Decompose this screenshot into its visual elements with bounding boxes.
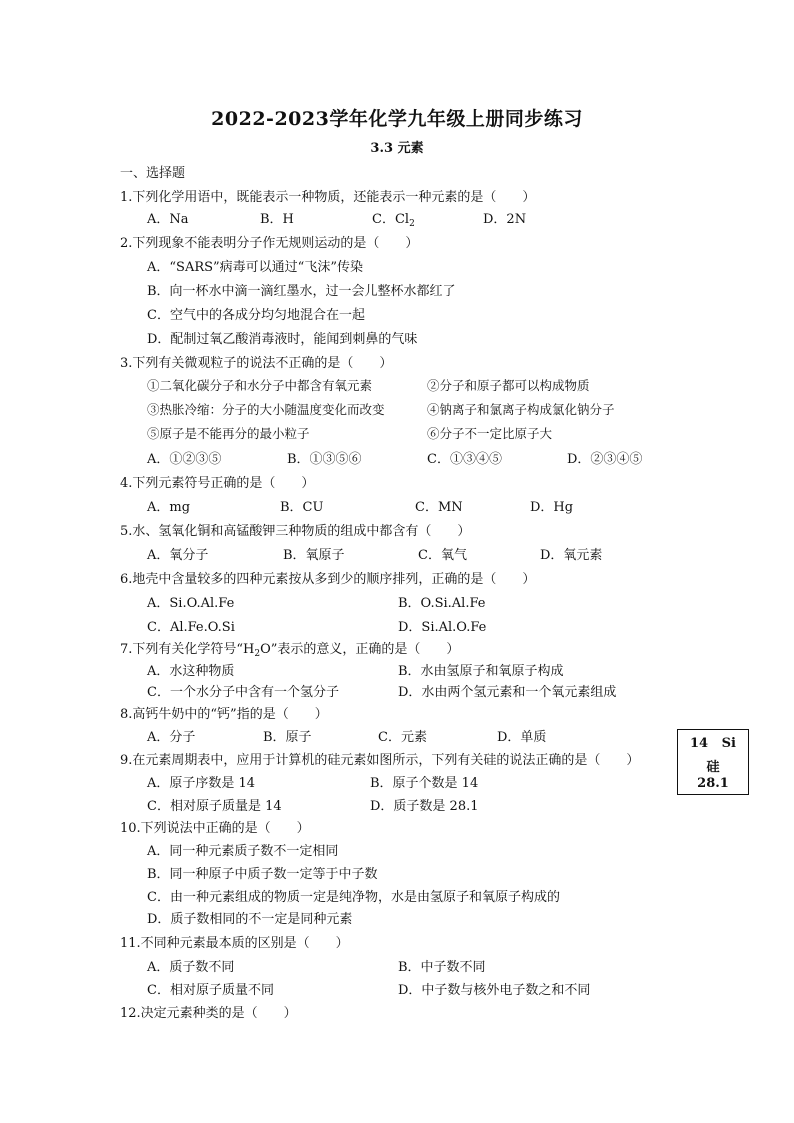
page-title: 2022-2023学年化学九年级上册同步练习 <box>211 108 583 130</box>
question-9-option-b: B．原子个数是 14 <box>370 776 479 791</box>
silicon-number-symbol: 14 Si <box>690 736 736 751</box>
question-10-option-d: D．质子数相同的不一定是同种元素 <box>147 912 353 927</box>
question-9-option-c: C．相对原子质量是 14 <box>147 799 282 814</box>
silicon-name: 硅 <box>706 760 720 775</box>
question-3-option-a: A．①②③⑤ <box>147 452 222 467</box>
question-7-option-b: B．水由氢原子和氧原子构成 <box>398 664 564 679</box>
question-3-stem: 3.下列有关微观粒子的说法不正确的是（ ） <box>120 356 393 371</box>
question-3-statement-5: ⑤原子是不能再分的最小粒子 <box>147 426 310 441</box>
question-2-option-a: A．“SARS”病毒可以通过“飞沫”传染 <box>147 260 363 275</box>
question-6-option-a: A．Si.O.Al.Fe <box>147 596 235 611</box>
question-6-option-d: D．Si.Al.O.Fe <box>398 620 487 635</box>
question-3-statement-2: ②分子和原子都可以构成物质 <box>427 378 590 393</box>
question-2-option-b: B．向一杯水中滴一滴红墨水，过一会儿整杯水都红了 <box>147 284 456 299</box>
question-1-option-a: A．Na <box>147 212 189 227</box>
question-12-stem: 12.决定元素种类的是（ ） <box>120 1006 297 1021</box>
question-8-option-d: D．单质 <box>497 730 547 745</box>
question-11-option-a: A．质子数不同 <box>147 960 235 975</box>
question-7-option-d: D．水由两个氢元素和一个氧元素组成 <box>398 685 617 700</box>
question-1-option-b: B．H <box>260 212 294 227</box>
question-2-stem: 2.下列现象不能表明分子作无规则运动的是（ ） <box>120 236 419 251</box>
question-3-statement-1: ①二氧化碳分子和水分子中都含有氧元素 <box>147 378 373 393</box>
question-6-stem: 6.地壳中含量较多的四种元素按从多到少的顺序排列，正确的是（ ） <box>120 572 536 587</box>
question-1-option-d: D．2N <box>483 212 527 227</box>
question-10-option-b: B．同一种原子中质子数一定等于中子数 <box>147 867 378 882</box>
question-5-option-b: B．氧原子 <box>283 548 345 563</box>
question-3-statement-3: ③热胀冷缩：分子的大小随温度变化而改变 <box>147 402 385 417</box>
question-5-option-a: A．氧分子 <box>147 548 209 563</box>
question-1-stem: 1.下列化学用语中，既能表示一种物质，还能表示一种元素的是（ ） <box>120 190 536 205</box>
question-2-option-d: D．配制过氧乙酸消毒液时，能闻到刺鼻的气味 <box>147 332 418 347</box>
question-9-stem: 9.在元素周期表中，应用于计算机的硅元素如图所示，下列有关硅的说法正确的是（ ） <box>120 753 640 768</box>
question-10-option-a: A．同一种元素质子数不一定相同 <box>147 844 339 859</box>
question-7-stem: 7.下列有关化学符号“$H_2O$”表示的意义，正确的是（ ） <box>120 642 460 659</box>
question-4-option-d: D．Hg <box>530 500 574 515</box>
question-2-option-c: C．空气中的各成分均匀地混合在一起 <box>147 308 365 323</box>
question-6-option-b: B．O.Si.Al.Fe <box>398 596 486 611</box>
question-11-stem: 11.不同种元素最本质的区别是（ ） <box>120 936 349 951</box>
question-5-option-d: D．氧元素 <box>540 548 603 563</box>
question-6-option-c: C．Al.Fe.O.Si <box>147 620 235 635</box>
question-9-option-d: D．质子数是 28.1 <box>370 799 479 814</box>
question-8-option-c: C．元素 <box>378 730 427 745</box>
question-4-option-c: C．MN <box>415 500 463 515</box>
question-4-stem: 4.下列元素符号正确的是（ ） <box>120 476 315 491</box>
question-4-option-a: A．mg <box>147 500 191 515</box>
question-3-option-c: C．①③④⑤ <box>427 452 502 467</box>
question-10-stem: 10.下列说法中正确的是（ ） <box>120 821 310 836</box>
question-10-option-c: C．由一种元素组成的物质一定是纯净物，水是由氢原子和氧原子构成的 <box>147 890 560 905</box>
section-subtitle: 3.3 元素 <box>370 141 424 156</box>
section-heading: 一、选择题 <box>120 166 186 181</box>
question-5-option-c: C．氧气 <box>418 548 467 563</box>
question-3-statement-6: ⑥分子不一定比原子大 <box>427 426 553 441</box>
question-8-option-a: A．分子 <box>147 730 196 745</box>
question-11-option-b: B．中子数不同 <box>398 960 486 975</box>
question-3-statement-4: ④钠离子和氯离子构成氯化钠分子 <box>427 402 615 417</box>
question-9-option-a: A．原子序数是 14 <box>147 776 256 791</box>
question-7-option-a: A．水这种物质 <box>147 664 235 679</box>
question-1-option-c: C．$Cl_2$ <box>372 212 415 229</box>
question-11-option-c: C．相对原子质量不同 <box>147 983 274 998</box>
silicon-element-card <box>677 729 749 795</box>
question-3-option-b: B．①③⑤⑥ <box>287 452 362 467</box>
question-7-option-c: C．一个水分子中含有一个氢分子 <box>147 685 339 700</box>
question-4-option-b: B．CU <box>280 500 324 515</box>
question-8-stem: 8.高钙牛奶中的“钙”指的是（ ） <box>120 707 328 722</box>
question-11-option-d: D．中子数与核外电子数之和不同 <box>398 983 591 998</box>
question-8-option-b: B．原子 <box>263 730 312 745</box>
question-5-stem: 5.水、氢氧化铜和高锰酸钾三种物质的组成中都含有（ ） <box>120 524 471 539</box>
question-3-option-d: D．②③④⑤ <box>567 452 643 467</box>
silicon-mass: 28.1 <box>697 776 729 791</box>
